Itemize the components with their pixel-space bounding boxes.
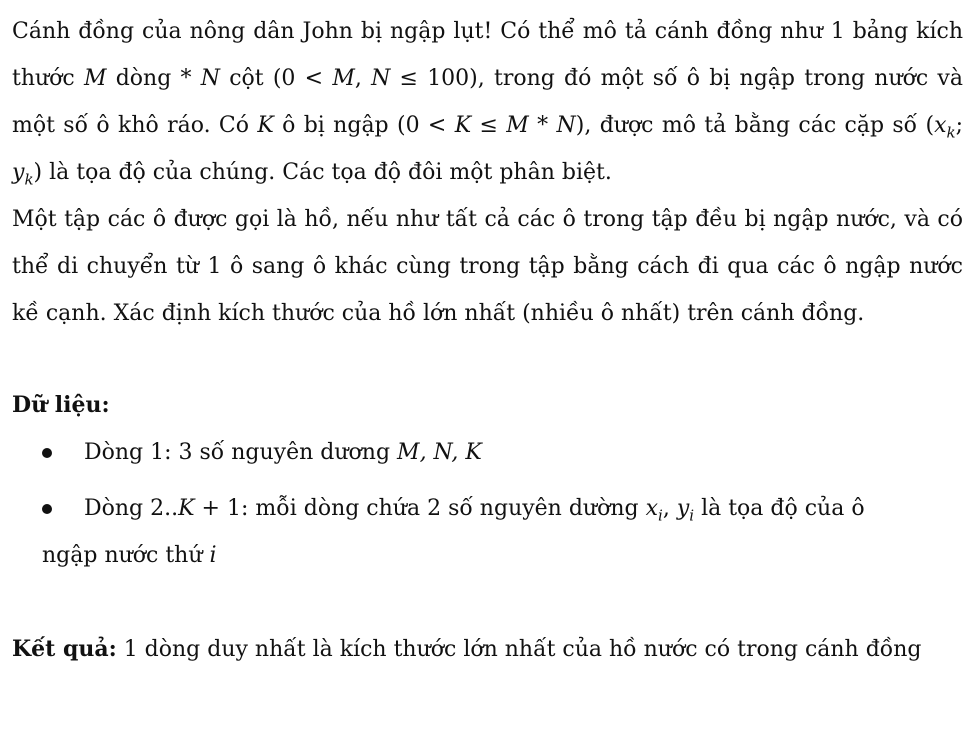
input-list xyxy=(12,429,963,579)
text-run: ô bị ngập (0 < xyxy=(273,113,455,138)
input-heading: Dữ liệu: xyxy=(12,392,110,418)
var-i: i xyxy=(209,543,217,568)
text-run: ≤ 100), trong đó một số ô bị ngập trong nước và một số ô khô ráo. Có xyxy=(12,66,963,138)
var-y: y xyxy=(12,160,25,185)
text-run: Cánh đồng của nông dân John bị ngập lụt! Có thể mô tả cánh đồng như 1 bảng kích thước xyxy=(12,19,963,91)
text-run: Dòng 1: 3 số nguyên dương xyxy=(84,440,398,465)
text-run: * xyxy=(528,113,557,138)
var-m: M xyxy=(506,113,529,138)
var-x: x xyxy=(645,496,659,521)
text-run: ngập nước thứ xyxy=(42,543,210,568)
var-n: N xyxy=(200,66,220,91)
text-run: , xyxy=(354,66,372,91)
intro-paragraph-1 xyxy=(12,8,963,196)
subscript-i: i xyxy=(689,506,695,525)
var-m: M xyxy=(332,66,355,91)
text-run: là tọa độ của ô xyxy=(694,496,865,521)
list-item-continuation xyxy=(42,532,963,579)
var-k: K xyxy=(257,113,274,138)
intro-paragraph-2: Một tập các ô được gọi là hồ, nếu như tất cả các ô trong tập đều bị ngập nước, và có thể di chuyển từ 1 ô sang ô khác cùng trong tập bằng cách đi qua các ô ngập nước kề cạnh. Xác định kích thước của hồ lớn nhất (nhiều ô nhất) trên cánh đồng. xyxy=(12,207,963,326)
var-m: M xyxy=(83,66,107,91)
output-heading: Kết quả: xyxy=(12,636,117,662)
text-run: ), được mô tả bằng các cặp số ( xyxy=(575,113,935,138)
text-run: ≤ xyxy=(471,113,507,138)
text-run: cột (0 < xyxy=(220,66,333,91)
var-y: y xyxy=(676,496,690,521)
bullet-dot-icon xyxy=(42,504,52,514)
text-run: ; xyxy=(955,113,964,138)
output-section xyxy=(12,629,963,670)
var-n: N xyxy=(556,113,576,138)
text-run: , xyxy=(662,496,677,521)
text-run: + 1: mỗi dòng chứa 2 số nguyên dường xyxy=(194,496,646,521)
text-run: ) là tọa độ của chúng. Các tọa độ đôi một phân biệt. xyxy=(33,160,612,185)
text-run: Dòng 2.. xyxy=(84,496,179,521)
var-n: N xyxy=(371,66,391,91)
bullet-dot-icon xyxy=(42,448,52,458)
var-k: K xyxy=(454,113,472,138)
var-list: M, N, K xyxy=(397,440,482,465)
var-x: x xyxy=(934,113,947,138)
subscript-k: k xyxy=(24,170,34,189)
list-item xyxy=(12,429,963,476)
text-run: dòng * xyxy=(106,66,201,91)
output-text: 1 dòng duy nhất là kích thước lớn nhất của hồ nước có trong cánh đồng xyxy=(116,637,922,662)
subscript-i: i xyxy=(658,506,663,525)
subscript-k: k xyxy=(946,123,956,142)
list-item xyxy=(12,485,963,579)
var-k: K xyxy=(178,496,195,521)
